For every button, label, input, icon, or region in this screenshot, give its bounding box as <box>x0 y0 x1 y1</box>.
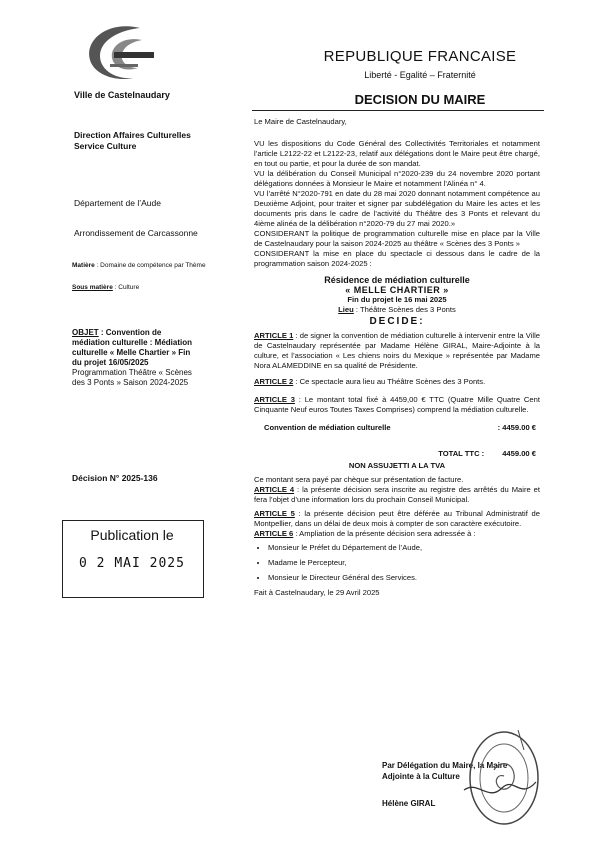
signature-line-1: Par Délégation du Maire, la Maire <box>382 761 508 770</box>
signature-line-2: Adjointe à la Culture <box>382 772 460 781</box>
official-seal <box>458 720 542 830</box>
vu-3: VU l’arrêté N°2020-791 en date du 28 mai 2020 donnant notamment compétence au Deuxième Adjoint, pour traiter et signer par subdélégation du Maire les actes et les documents pris dans le cadre de l’activité du Théâtre des 3 Ponts et relevant du 4ième alinéa de la délibération n°2020-79 du 27 mai 2020.» <box>254 189 540 228</box>
direction-line-1: Direction Affaires Culturelles <box>74 130 191 140</box>
total-label: TOTAL TTC : <box>438 449 485 458</box>
place-date: Fait à Castelnaudary, le 29 Avril 2025 <box>254 588 380 597</box>
lieu-value: : Théâtre Scènes des 3 Ponts <box>353 305 456 314</box>
residence-title: Résidence de médiation culturelle <box>324 275 470 285</box>
amount-line-value: : 4459.00 € <box>497 423 536 432</box>
decide-heading: DECIDE: <box>369 316 425 327</box>
lieu <box>254 305 540 315</box>
motto: Liberté - Egalité – Fraternité <box>364 70 476 80</box>
article-6-text: : Ampliation de la présente décision sera adressée à : <box>293 529 476 538</box>
matiere-value: : Domaine de compétence par Thème <box>94 262 206 269</box>
intro: Le Maire de Castelnaudary, <box>254 117 347 126</box>
vu-1: VU les dispositions du Code Général des Collectivités Territoriales et notamment l’article L2122-22 et L2122-23, relatif aux délégations dont le Maire peut être chargé, en tout ou partie, et pour la durée de son mandat. <box>254 139 540 168</box>
tva-note: NON ASSUJETTI A LA TVA <box>348 461 446 470</box>
objet-label: OBJET <box>72 328 99 337</box>
considerant-2: CONSIDERANT la mise en place du spectacle ci dessous dans le cadre de la programmation saison 2024-2025 : <box>254 249 540 268</box>
sous-matiere-label: Sous matière <box>72 284 113 291</box>
article-4-text: : la présente décision sera inscrite au registre des arrêtés du Maire et fera l’objet d’une information lors du prochain Conseil Municipal. <box>254 485 540 504</box>
objet-bold: : Convention de médiation culturelle : Médiation culturelle « Melle Chartier » Fin du projet 16/05/2025 <box>72 328 193 367</box>
town-name: Ville de Castelnaudary <box>74 90 170 100</box>
article-5-label: ARTICLE 5 <box>254 509 295 518</box>
body-text <box>254 117 540 598</box>
article-3 <box>254 395 540 415</box>
matiere <box>72 262 222 270</box>
list-item: • Madame le Percepteur, <box>268 558 540 568</box>
article-2-text: : Ce spectacle aura lieu au Théâtre Scènes des 3 Ponts. <box>293 377 486 386</box>
sous-matiere <box>72 284 222 292</box>
article-6-label: ARTICLE 6 <box>254 529 294 538</box>
payment-note: Ce montant sera payé par chèque sur présentation de facture. <box>254 475 464 484</box>
title-underline <box>252 110 544 111</box>
article-2-label: ARTICLE 2 <box>254 377 294 386</box>
objet-rest: Programmation Théâtre « Scènes des 3 Ponts » Saison 2024-2025 <box>72 368 192 387</box>
lieu-label: Lieu <box>338 305 354 314</box>
signer-name: Hélène GIRAL <box>382 799 436 808</box>
amount-line-label: Convention de médiation culturelle <box>264 423 391 432</box>
considerant-1: CONSIDERANT la politique de programmation culturelle mise en place par la Ville de Castelnaudary pour la saison 2024-2025 au théâtre « Scènes des 3 Ponts » <box>254 229 540 248</box>
article-1-text: : de signer la convention de médiation culturelle à intervenir entre la Ville de Castelnaudary représentée par Madame Hélène GIRAL, Maire-Adjointe à la culture, et l’association « Les chiens noirs du Mexique » représentée par Madame Nora ALAMEDDINE en sa qualité de Présidente. <box>254 331 540 370</box>
article-2 <box>254 377 540 387</box>
decision-number: Décision N° 2025-136 <box>72 473 158 483</box>
stamp-title: Publication le <box>90 527 174 543</box>
article-6 <box>254 529 540 539</box>
republic-title: REPUBLIQUE FRANCAISE <box>323 48 517 65</box>
amount-line <box>254 423 540 433</box>
article-5-text: : la présente décision peut être déférée au Tribunal Administratif de Montpellier, dans un délai de deux mois à compter de son caractère exécutoire. <box>254 509 540 528</box>
sous-matiere-value: : Culture <box>112 284 140 291</box>
department: Département de l’Aude <box>74 198 161 208</box>
arrondissement: Arrondissement de Carcassonne <box>74 228 198 238</box>
direction-line-2: Service Culture <box>74 141 137 151</box>
matiere-label: Matière <box>72 262 95 269</box>
article-1-label: ARTICLE 1 <box>254 331 294 340</box>
objet-block <box>72 328 192 388</box>
total-line <box>254 449 540 459</box>
direction-block <box>74 130 191 152</box>
recipients-list <box>254 543 540 583</box>
stamp-date: 0 2 MAI 2025 <box>79 556 185 571</box>
list-item: • Monsieur le Directeur Général des Services. <box>268 573 540 583</box>
fin-projet: Fin du projet le 16 mai 2025 <box>347 295 447 304</box>
article-3-label: ARTICLE 3 <box>254 395 295 404</box>
city-logo <box>80 22 168 88</box>
article-1 <box>254 331 540 371</box>
article-4-label: ARTICLE 4 <box>254 485 295 494</box>
article-3-text: : Le montant total fixé à 4459,00 € TTC (Quatre Mille Quatre Cent Cinquante Neuf euros Toutes Taxes Comprises) comprend la médiation culturelle. <box>254 395 540 414</box>
list-item: • Monsieur le Préfet du Département de l’Aude, <box>268 543 540 553</box>
article-4 <box>254 485 540 505</box>
residence-name: « MELLE CHARTIER » <box>345 285 449 295</box>
decision-title: DECISION DU MAIRE <box>354 92 486 107</box>
article-5 <box>254 509 540 529</box>
vu-2: VU la délibération du Conseil Municipal n°2020-239 du 24 novembre 2020 portant délégations données à Monsieur le Maire et notamment l’Alinéa n° 4. <box>254 169 540 188</box>
total-value: 4459.00 € <box>502 449 536 458</box>
